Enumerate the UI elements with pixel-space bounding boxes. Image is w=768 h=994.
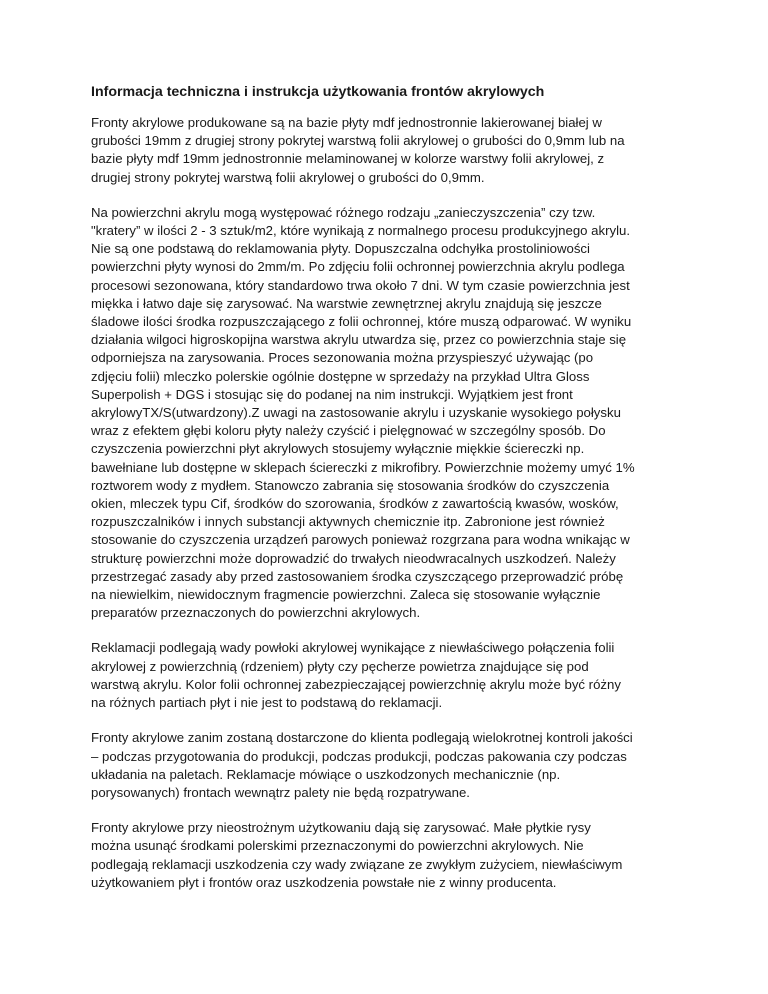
paragraph-surface-care: Na powierzchni akrylu mogą występować różnego rodzaju „zanieczyszczenia” czy tzw. "kratery” w ilości 2 - 3 sztuk/m2, które wynikają z normalnego procesu produkcyjnego akrylu. Nie są one podstawą do reklamowania płyty. Dopuszczalna odchyłka prostoliniowości powierzchni płyty wynosi do 2mm/m. Po zdjęciu folii ochronnej powierzchnia akrylu podlega procesowi sezonowana, który standardowo trwa około 7 dni. W tym czasie powierzchnia jest miękka i łatwo daje się zarysować. Na warstwie zewnętrznej akrylu znajdują się jeszcze śladowe ilości środka rozpuszczającego z folii ochronnej, które muszą odparować. W wyniku działania wilgoci higroskopijna warstwa akrylu utwardza się, przez co powierzchnia staje się odporniejsza na zarysowania. Proces sezonowania można przyspieszyć używając (po zdjęciu folii) mleczko polerskie ogólnie dostępne w sprzedaży na przykład Ultra Gloss Superpolish + DGS i stosując się do podanej na nim instrukcji. Wyjątkiem jest front akrylowyTX/S(utwardzony).Z uwagi na zastosowanie akrylu i uzyskanie wysokiego połysku wraz z efektem głębi koloru płyty należy czyścić i pielęgnować w szczególny sposób. Do czyszczenia powierzchni płyt akrylowych stosujemy wyłącznie miękkie ściereczki np. bawełniane lub dostępne w sklepach ściereczki z mikrofibry. Powierzchnie możemy umyć 1% roztworem wody z mydłem. Stanowczo zabrania się stosowania środków do czyszczenia okien, mleczek typu Cif, środków do szorowania, środków z zawartością kwasów, wosków, rozpuszczalników i innych substancji aktywnych chemicznie itp. Zabronione jest również stosowanie do czyszczenia urządzeń parowych ponieważ rozgrzana para wodna wnikając w strukturę powierzchni może doprowadzić do trwałych nieodwracalnych uszkodzeń. Należy przestrzegać zasady aby przed zastosowaniem środka czyszczącego przeprowadzić próbę na niewielkim, niewidocznym fragmencie powierzchni. Zaleca się stosowanie wyłącznie preparatów przeznaczonych do powierzchni akrylowych.: [91, 204, 635, 621]
paragraph-complaints: Reklamacji podlegają wady powłoki akrylowej wynikające z niewłaściwego połączenia folii akrylowej z powierzchnią (rdzeniem) płyty czy pęcherze powietrza znajdujące się pod warstwą akrylu. Kolor folii ochronnej zabezpieczającej powierzchnię akrylu może być różny na różnych partiach płyt i nie jest to podstawą do reklamacji.: [91, 640, 621, 711]
document-page: [91, 83, 691, 909]
paragraph-quality-control: Fronty akrylowe zanim zostaną dostarczone do klienta podlegają wielokrotnej kontroli jakości – podczas przygotowania do produkcji, podczas produkcji, podczas pakowania czy podczas układania na paletach. Reklamacje mówiące o uszkodzonych mechanicznie (np. porysowanych) frontach wewnątrz palety nie będą rozpatrywane.: [91, 730, 633, 800]
paragraph-materials: Fronty akrylowe produkowane są na bazie płyty mdf jednostronnie lakierowanej białej w grubości 19mm z drugiej strony pokrytej warstwą folii akrylowej o grubości do 0,9mm lub na bazie płyty mdf 19mm jednostronnie melaminowanej w kolorze warstwy folii akrylowej, z drugiej strony pokrytej warstwą folii akrylowej o grubości do 0,9mm.: [91, 115, 625, 185]
paragraph-scratches: Fronty akrylowe przy nieostrożnym użytkowaniu dają się zarysować. Małe płytkie rysy można usunąć środkami polerskimi przeznaczonymi do powierzchni akrylowych. Nie podlegają reklamacji uszkodzenia czy wady związane ze zwykłym zużyciem, niewłaściwym użytkowaniem płyt i frontów oraz uszkodzenia powstałe nie z winny producenta.: [91, 820, 623, 890]
document-title: Informacja techniczna i instrukcja użytkowania frontów akrylowych: [91, 84, 545, 100]
